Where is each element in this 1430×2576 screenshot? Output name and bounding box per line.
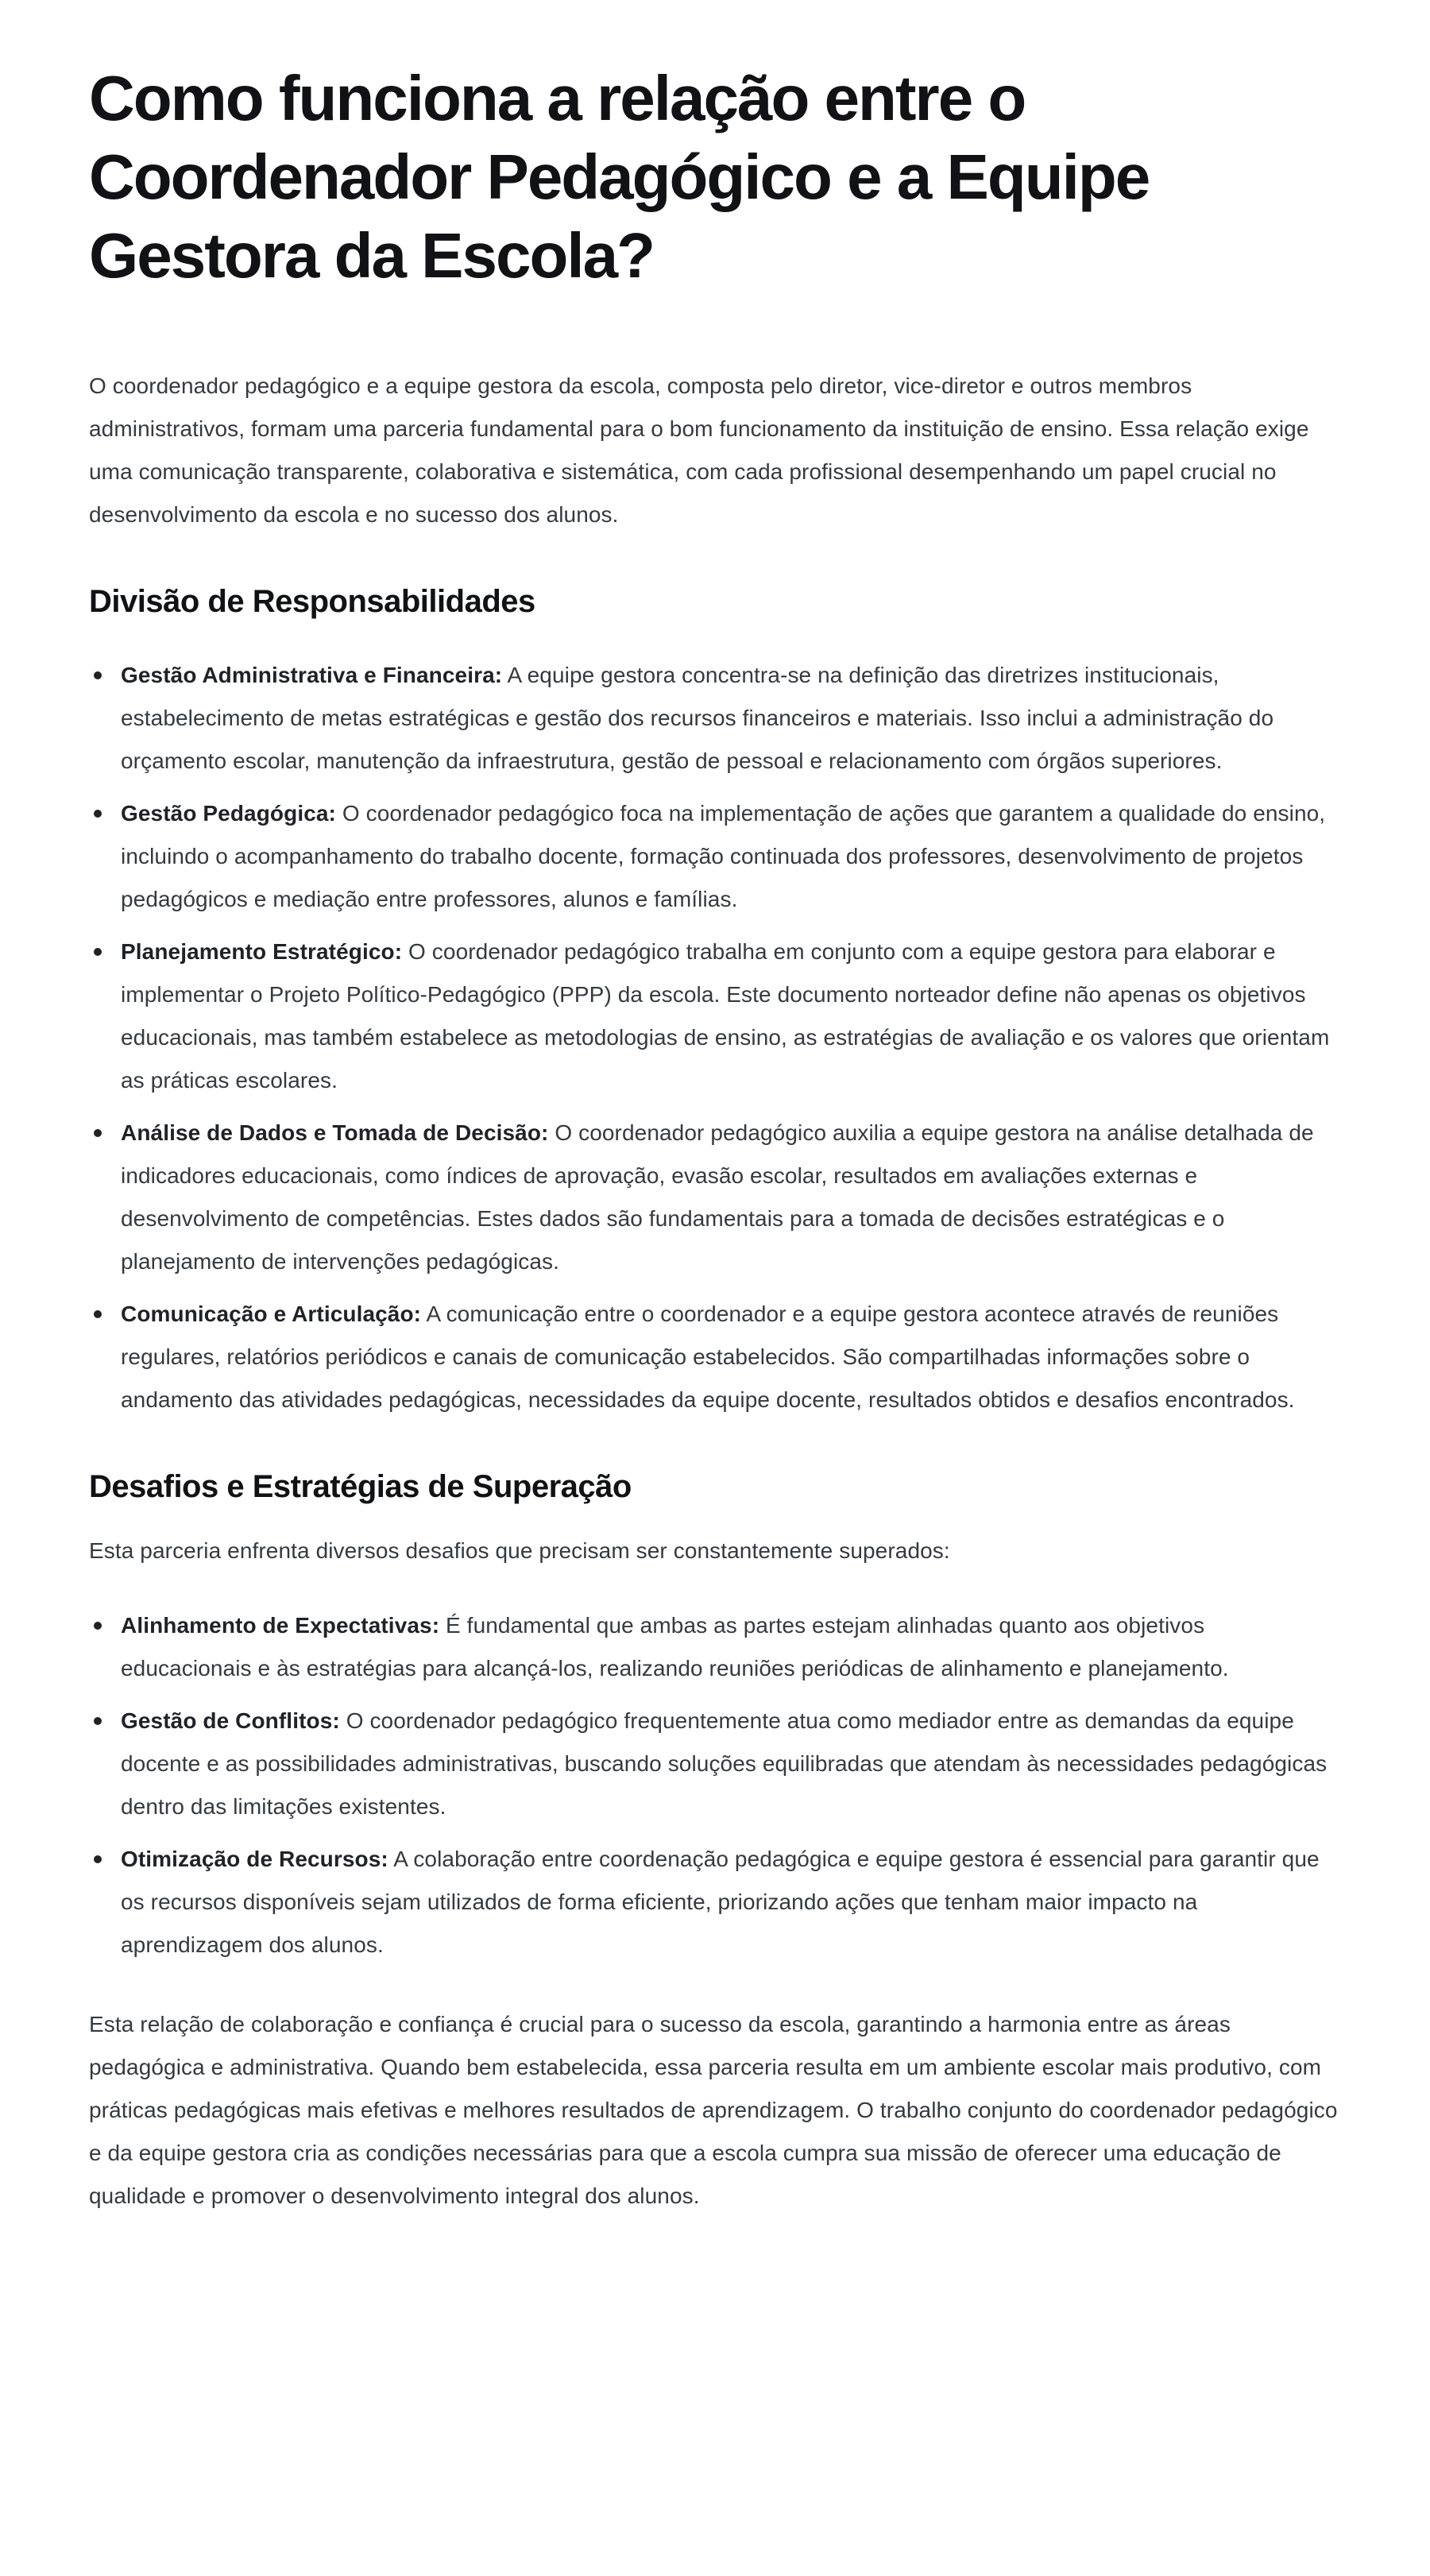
item-text: O coordenador pedagógico trabalha em conjunto com a equipe gestora para elaborar e implementar o Projeto Político-Pedagógico (PPP) da escola. Este documento norteador define não apenas os objetivos educacionais, mas também estabelece as metodologias de ensino, as estratégias de avaliação e os valores que orientam as práticas escolares. (121, 939, 1330, 1093)
lead-paragraph: Esta parceria enfrenta diversos desafios que precisam ser constantemente superados: (89, 1538, 950, 1563)
bullet-icon (94, 810, 102, 818)
item-text: É fundamental que ambas as partes estejam alinhadas quanto aos objetivos educacionais e às estratégias para alcançá-los, realizando reuniões periódicas de alinhamento e planejamento. (121, 1613, 1229, 1681)
bullet-icon (94, 948, 102, 956)
item-label: Otimização de Recursos: (121, 1847, 388, 1871)
bullet-icon (94, 671, 102, 679)
item-label: Comunicação e Articulação: (121, 1302, 422, 1326)
item-label: Gestão Administrativa e Financeira: (121, 663, 503, 687)
intro-paragraph: O coordenador pedagógico e a equipe gestora da escola, composta pelo diretor, vice-diretor e outros membros administrativos, formam uma parceria fundamental para o bom funcionamento da instituição de ensino. Essa relação exige uma comunicação transparente, colaborativa e sistemática, com cada profissional desempenhando um papel crucial no desenvolvimento da escola e no sucesso dos alunos. (89, 373, 1309, 527)
bullet-icon (94, 1129, 102, 1137)
challenges-list (89, 1604, 1341, 1967)
list-item (89, 1838, 1341, 1967)
conclusion-paragraph: Esta relação de colaboração e confiança é crucial para o sucesso da escola, garantindo a harmonia entre as áreas pedagógica e administrativa. Quando bem estabelecida, essa parceria resulta em um ambiente escolar mais produtivo, com práticas pedagógicas mais efetivas e melhores resultados de aprendizagem. O trabalho conjunto do coordenador pedagógico e da equipe gestora cria as condições necessárias para que a escola cumpra sua missão de oferecer uma educação de qualidade e promover o desenvolvimento integral dos alunos. (89, 2012, 1338, 2208)
item-text: O coordenador pedagógico foca na implementação de ações que garantem a qualidade do ensino, incluindo o acompanhamento do trabalho docente, formação continuada dos professores, desenvolvimento de projetos pedagógicos e mediação entre professores, alunos e famílias. (121, 801, 1326, 911)
bullet-icon (94, 1310, 102, 1318)
section-heading-desafios-e-estrategias: Desafios e Estratégias de Superação (89, 1469, 632, 1504)
item-label: Planejamento Estratégico: (121, 939, 403, 964)
section-heading-divisao-de-responsabilidades: Divisão de Responsabilidades (89, 584, 535, 619)
item-label: Alinhamento de Expectativas: (121, 1613, 440, 1638)
item-label: Gestão de Conflitos: (121, 1708, 340, 1733)
list-item (89, 1700, 1341, 1828)
item-text: O coordenador pedagógico auxilia a equipe gestora na análise detalhada de indicadores educacionais, como índices de aprovação, evasão escolar, resultados em avaliações externas e desenvolvimento de competências. Estes dados são fundamentais para a tomada de decisões estratégicas e o planejamento de intervenções pedagógicas. (121, 1120, 1314, 1274)
list-item (89, 930, 1341, 1102)
item-label: Análise de Dados e Tomada de Decisão: (121, 1120, 549, 1145)
bullet-icon (94, 1855, 102, 1863)
item-text: A colaboração entre coordenação pedagógica e equipe gestora é essencial para garantir que os recursos disponíveis sejam utilizados de forma eficiente, priorizando ações que tenham maior impacto na aprendizagem dos alunos. (121, 1847, 1320, 1957)
article-document (0, 59, 1430, 2281)
bullet-icon (94, 1717, 102, 1725)
item-text: A equipe gestora concentra-se na definição das diretrizes institucionais, estabelecimento de metas estratégicas e gestão dos recursos financeiros e materiais. Isso inclui a administração do orçamento escolar, manutenção da infraestrutura, gestão de pessoal e relacionamento com órgãos superiores. (121, 663, 1274, 773)
item-label: Gestão Pedagógica: (121, 801, 336, 826)
list-item (89, 1604, 1341, 1690)
list-item (89, 1112, 1341, 1283)
responsibilities-list (89, 654, 1341, 1421)
item-text: A comunicação entre o coordenador e a equipe gestora acontece através de reuniões regulares, relatórios periódicos e canais de comunicação estabelecidos. São compartilhadas informações sobre o andamento das atividades pedagógicas, necessidades da equipe docente, resultados obtidos e desafios encontrados. (121, 1302, 1295, 1412)
list-item (89, 1293, 1341, 1421)
page-title: Como funciona a relação entre o Coordenador Pedagógico e a Equipe Gestora da Escola? (89, 63, 1150, 291)
list-item (89, 654, 1341, 783)
list-item (89, 792, 1341, 921)
bullet-icon (94, 1622, 102, 1630)
item-text: O coordenador pedagógico frequentemente atua como mediador entre as demandas da equipe docente e as possibilidades administrativas, buscando soluções equilibradas que atendam às necessidades pedagógicas dentro das limitações existentes. (121, 1708, 1328, 1819)
